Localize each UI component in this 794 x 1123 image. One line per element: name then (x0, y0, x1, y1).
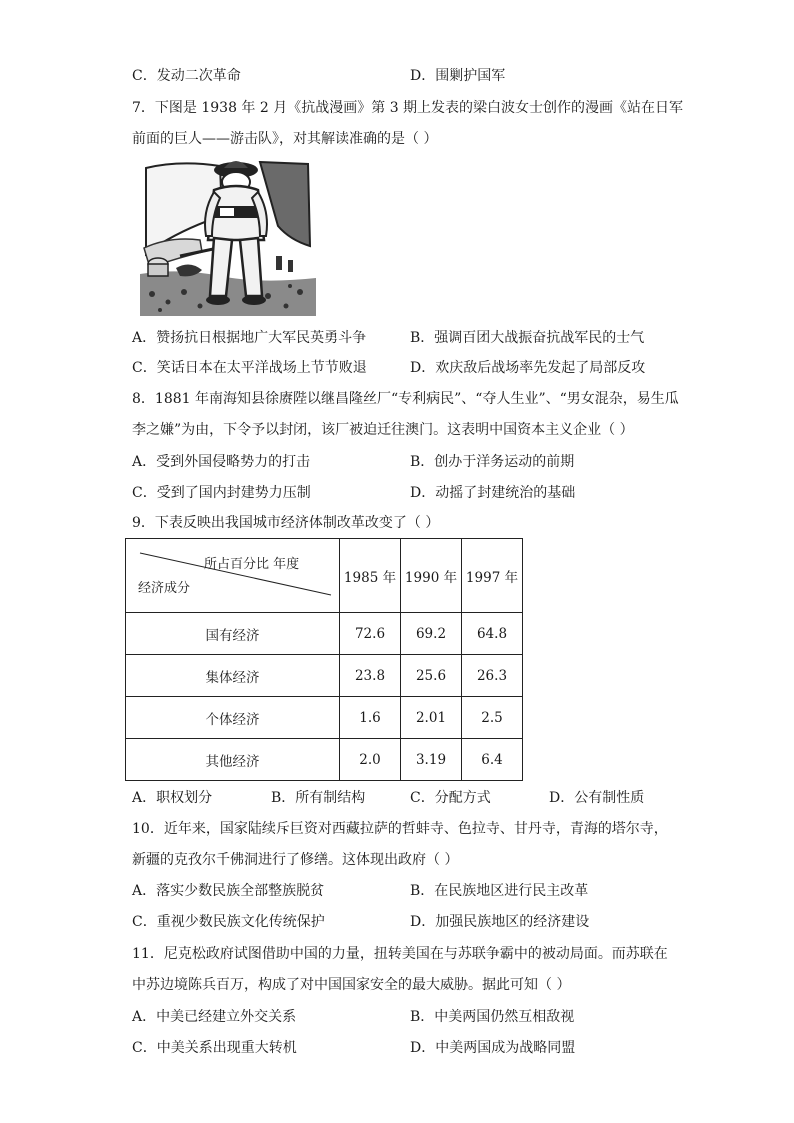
table-cell-value: 2.0 (340, 739, 401, 781)
q7-option-c: C．笑话日本在太平洋战场上节节败退 (132, 360, 367, 376)
table-cell-value: 3.19 (401, 739, 462, 781)
table-header-diagonal-cell (126, 539, 340, 613)
q11-stem-line1: 11．尼克松政府试图借助中国的力量，扭转美国在与苏联争霸中的被动局面。而苏联在 (132, 946, 668, 962)
q7-stem-line2: 前面的巨人——游击队》，对其解读准确的是（ ） (132, 131, 438, 147)
q8-option-d: D．动摇了封建统治的基础 (410, 485, 576, 501)
table-cell-category: 个体经济 (126, 697, 340, 739)
q9-option-a: A．职权划分 (132, 790, 213, 806)
q8-option-c: C．受到了国内封建势力压制 (132, 485, 311, 501)
table-row (126, 739, 523, 781)
q9-option-d: D．公有制性质 (549, 790, 645, 806)
table-cell-value: 2.01 (401, 697, 462, 739)
table-cell-category: 国有经济 (126, 613, 340, 655)
q6-option-d: D．围剿护国军 (410, 68, 506, 84)
header-percent-year-label: 所占百分比 年度 (204, 557, 300, 572)
table-row (126, 613, 523, 655)
table-row (126, 697, 523, 739)
table-cell-value: 72.6 (340, 613, 401, 655)
q7-option-a: A．赞扬抗日根据地广大军民英勇斗争 (132, 330, 367, 346)
q9-option-b: B．所有制结构 (271, 790, 366, 806)
q11-option-a: A．中美已经建立外交关系 (132, 1009, 297, 1025)
q6-option-c: C．发动二次革命 (132, 68, 241, 84)
table-cell-value: 1.6 (340, 697, 401, 739)
table-header-year: 1997 年 (462, 539, 523, 613)
q11-option-d: D．中美两国成为战略同盟 (410, 1040, 576, 1056)
guerrilla-cartoon-image (140, 156, 316, 316)
q8-option-b: B．创办于洋务运动的前期 (410, 454, 575, 470)
table-cell-value: 64.8 (462, 613, 523, 655)
economy-composition-table (125, 538, 523, 781)
table-cell-value: 2.5 (462, 697, 523, 739)
q10-option-d: D．加强民族地区的经济建设 (410, 914, 590, 930)
q9-stem: 9．下表反映出我国城市经济体制改革改变了（ ） (132, 515, 440, 531)
q10-stem-line1: 10．近年来，国家陆续斥巨资对西藏拉萨的哲蚌寺、色拉寺、甘丹寺，青海的塔尔寺， (132, 821, 668, 837)
table-cell-value: 6.4 (462, 739, 523, 781)
q10-stem-line2: 新疆的克孜尔千佛洞进行了修缮。这体现出政府（ ） (132, 852, 459, 868)
q10-option-b: B．在民族地区进行民主改革 (410, 883, 589, 899)
table-cell-value: 26.3 (462, 655, 523, 697)
table-cell-category: 其他经济 (126, 739, 340, 781)
q11-stem-line2: 中苏边境陈兵百万，构成了对中国国家安全的最大威胁。据此可知（ ） (132, 977, 571, 993)
table-cell-value: 69.2 (401, 613, 462, 655)
q10-option-c: C．重视少数民族文化传统保护 (132, 914, 325, 930)
q10-option-a: A．落实少数民族全部整族脱贫 (132, 883, 325, 899)
table-row (126, 655, 523, 697)
table-header-year: 1985 年 (340, 539, 401, 613)
table-cell-value: 23.8 (340, 655, 401, 697)
table-header-year: 1990 年 (401, 539, 462, 613)
q8-stem-line2: 李之嫌”为由，下令予以封闭，该厂被迫迁往澳门。这表明中国资本主义企业（ ） (132, 422, 634, 438)
q11-option-c: C．中美关系出现重大转机 (132, 1040, 297, 1056)
table-cell-value: 25.6 (401, 655, 462, 697)
q11-option-b: B．中美两国仍然互相敌视 (410, 1009, 575, 1025)
q8-stem-line1: 8．1881 年南海知县徐赓陛以继昌隆丝厂“专利病民”、“夺人生业”、“男女混杂，易生瓜 (132, 391, 679, 407)
table-cell-category: 集体经济 (126, 655, 340, 697)
q9-option-c: C．分配方式 (410, 790, 491, 806)
header-economy-type-label: 经济成分 (138, 581, 191, 596)
q7-option-d: D．欢庆敌后战场率先发起了局部反攻 (410, 360, 646, 376)
q8-option-a: A．受到外国侵略势力的打击 (132, 454, 311, 470)
q7-stem-line1: 7．下图是 1938 年 2 月《抗战漫画》第 3 期上发表的梁白波女士创作的漫画《站在日军 (132, 100, 684, 116)
q7-option-b: B．强调百团大战振奋抗战军民的士气 (410, 330, 645, 346)
